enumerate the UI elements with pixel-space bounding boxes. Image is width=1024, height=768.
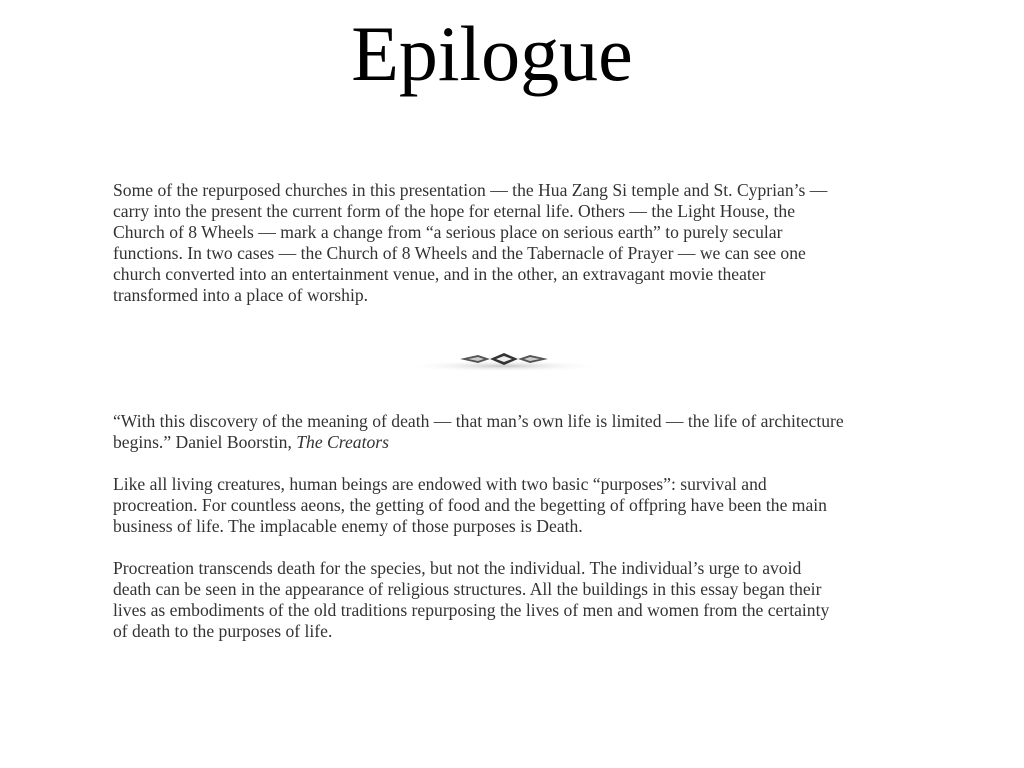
- procreation-paragraph: Procreation transcends death for the species, but not the individual. The individual’s urge to avoid death can be seen in the appearance of religious structures. All the buildings in this essay began their lives as embodiments of the old traditions repurposing the lives of men and women from the certainty of death to the purposes of life.: [113, 558, 830, 641]
- purposes-paragraph: Like all living creatures, human beings are endowed with two basic “purposes”: survival and procreation. For countless aeons, the getting of food and the begetting of offpring have been the main business of life. The implacable enemy of those purposes is Death.: [113, 474, 827, 536]
- ornamental-divider-icon: [398, 344, 610, 378]
- boorstin-quote: [113, 411, 925, 453]
- quote-source: The Creators: [296, 432, 389, 452]
- quote-text: “With this discovery of the meaning of death — that man’s own life is limited — the life of architecture begins.” Daniel Boorstin,: [113, 411, 844, 452]
- page-title: Epilogue: [351, 10, 633, 97]
- intro-paragraph: Some of the repurposed churches in this presentation — the Hua Zang Si temple and St. Cyprian’s — carry into the present the current form of the hope for eternal life. Others — the Light House, the Church of 8 Wheels — mark a change from “a serious place on serious earth” to purely secular functions. In two cases — the Church of 8 Wheels and the Tabernacle of Prayer — we can see one church converted into an entertainment venue, and in the other, an extravagant movie theater transformed into a place of worship.: [113, 180, 828, 305]
